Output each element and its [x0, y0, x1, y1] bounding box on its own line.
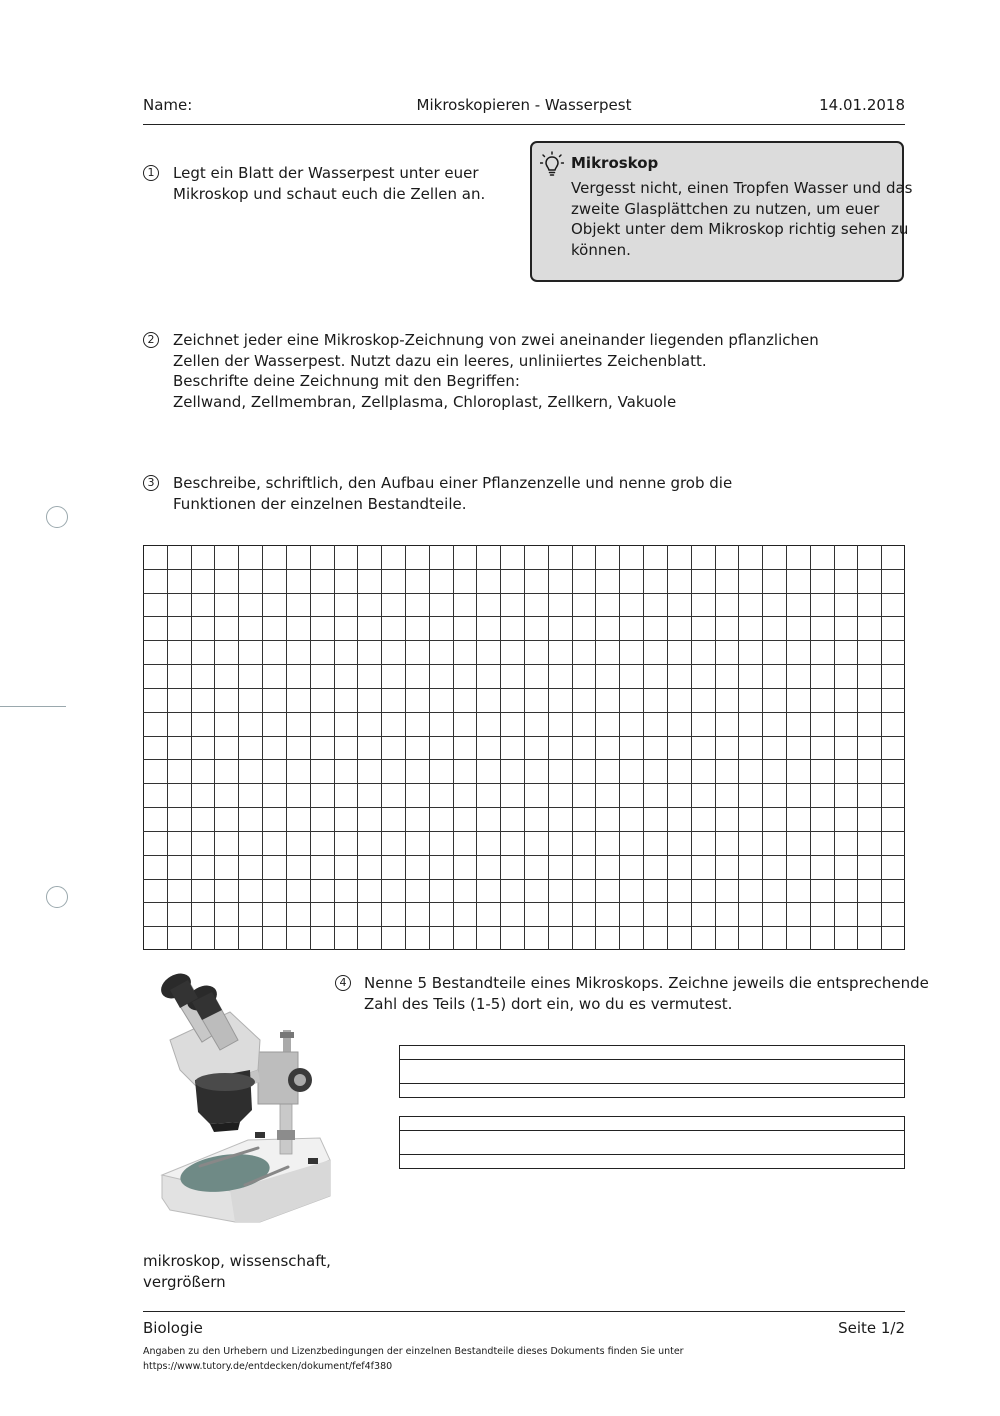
task-4-text: [364, 973, 929, 1014]
footer-credits-line: Angaben zu den Urhebern und Lizenzbedingungen der einzelnen Bestandteile dieses Dokuments finden Sie unter: [143, 1346, 684, 1357]
footer-page-number: Seite 1/2: [838, 1319, 905, 1337]
task-1-text: [173, 163, 485, 204]
task-1-line: Legt ein Blatt der Wasserpest unter euer: [173, 164, 479, 182]
answer-lines-block-1[interactable]: [399, 1045, 905, 1098]
info-box-line: Objekt unter dem Mikroskop richtig sehen zu: [571, 220, 909, 238]
lightbulb-icon: [540, 151, 564, 177]
footer-rule: [143, 1311, 905, 1312]
info-box-line: können.: [571, 240, 631, 259]
fold-mark: [0, 706, 66, 707]
answer-lines-block-2[interactable]: [399, 1116, 905, 1169]
page-title: Mikroskopieren - Wasserpest: [416, 96, 632, 114]
info-box-title: Mikroskop: [571, 154, 659, 172]
image-caption: [143, 1251, 331, 1293]
task-3-text: [173, 473, 732, 514]
task-number-2: 2: [143, 332, 159, 348]
image-caption-line: mikroskop, wissenschaft,: [143, 1252, 331, 1270]
task-2-line: Zellwand, Zellmembran, Zellplasma, Chloroplast, Zellkern, Vakuole: [173, 392, 677, 411]
task-3-line: Funktionen der einzelnen Bestandteile.: [173, 494, 467, 513]
image-caption-line: vergrößern: [143, 1273, 226, 1291]
task-2-line: Zeichnet jeder eine Mikroskop-Zeichnung von zwei aneinander liegenden pflanzlichen: [173, 331, 819, 349]
task-2-text: [173, 330, 819, 412]
task-number-3: 3: [143, 475, 159, 491]
task-4-line: Nenne 5 Bestandteile eines Mikroskops. Zeichne jeweils die entsprechende: [364, 974, 929, 992]
task-number-4: 4: [335, 975, 351, 991]
info-box-line: Vergesst nicht, einen Tropfen Wasser und das: [571, 179, 913, 197]
header-rule: [143, 124, 905, 125]
info-box-line: zweite Glasplättchen zu nutzen, um euer: [571, 199, 880, 218]
task-number-1: 1: [143, 165, 159, 181]
info-box: [530, 141, 913, 282]
task-2-line: Beschrifte deine Zeichnung mit den Begriffen:: [173, 372, 520, 390]
writing-grid[interactable]: [143, 545, 905, 950]
info-box-text: [571, 178, 912, 260]
task-3-line: Beschreibe, schriftlich, den Aufbau einer Pflanzenzelle und nenne grob die: [173, 474, 733, 492]
punch-hole-bottom: [46, 886, 68, 908]
task-2-line: Zellen der Wasserpest. Nutzt dazu ein leeres, unliniiertes Zeichenblatt.: [173, 351, 707, 370]
page-date: 14.01.2018: [819, 96, 905, 114]
footer-credits: [143, 1344, 684, 1374]
task-4-line: Zahl des Teils (1-5) dort ein, wo du es vermutest.: [364, 994, 733, 1013]
footer-credits-link[interactable]: https://www.tutory.de/entdecken/dokument/fef4f380: [143, 1361, 393, 1372]
task-1-line: Mikroskop und schaut euch die Zellen an.: [173, 184, 486, 203]
page-header: [143, 95, 905, 115]
footer-subject: Biologie: [143, 1319, 203, 1337]
name-label: Name:: [143, 96, 193, 114]
punch-hole-top: [46, 506, 68, 528]
microscope-illustration: [140, 970, 340, 1250]
